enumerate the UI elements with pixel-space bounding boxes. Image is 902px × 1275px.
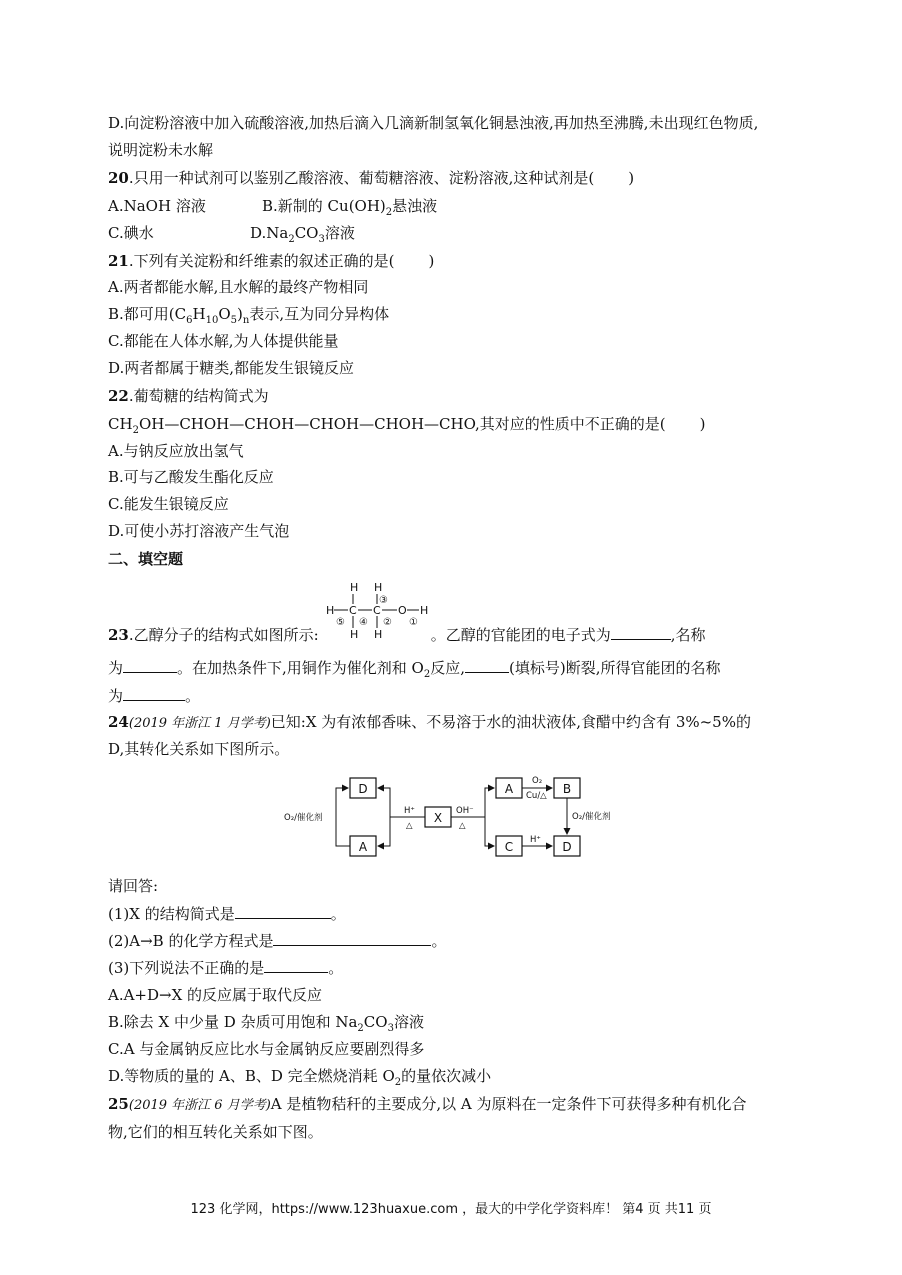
cond-delta-right: △	[459, 821, 466, 831]
struct-h-top2: H	[374, 581, 383, 594]
q22-number: 22	[108, 387, 129, 405]
q24-option-b: B.除去 X 中少量 D 杂质可用饱和 $Na_2CO_3$溶液	[108, 1013, 424, 1034]
q20-option-a: A.NaOH 溶液	[108, 197, 206, 215]
q24-part1: (1)X 的结构简式是 。	[108, 905, 346, 923]
q21-option-c: C.都能在人体水解,为人体提供能量	[108, 332, 339, 350]
label-4: ④	[359, 617, 368, 628]
cond-cu-delta: Cu/△	[526, 791, 547, 801]
struct-c1: C	[349, 604, 357, 617]
label-b: B	[562, 782, 572, 796]
q22-option-d: D.可使小苏打溶液产生气泡	[108, 522, 290, 540]
q21-option-b: B.都可用$(C_6H_{10}O_5)_n$表示,互为同分异构体	[108, 305, 390, 326]
cond-o2: O₂	[532, 776, 543, 786]
q20-option-b: B.新制的 $Cu(OH)_2$悬浊液	[262, 197, 438, 218]
q24-part3: (3)下列说法不正确的是 。	[108, 959, 344, 977]
q20-options-cd	[108, 223, 355, 250]
q21-stem	[108, 251, 434, 271]
q24-option-d: D.等物质的量的 A、B、D 完全燃烧消耗 $O_2$的量依次减小	[108, 1067, 492, 1088]
q23-line2: 为 。在加热条件下,用铜作为催化剂和 $O_2$反应, (填标号)断裂,所得官能团的名称	[108, 659, 721, 680]
label-2: ②	[383, 617, 392, 628]
q24-stem-line2: D,其转化关系如下图所示。	[108, 740, 290, 758]
q24-conversion-diagram	[280, 768, 630, 864]
q24-option-c: C.A 与金属钠反应比水与金属钠反应要剧烈得多	[108, 1040, 425, 1058]
q23-blank-1[interactable]	[611, 624, 671, 640]
q25-number: 25	[108, 1095, 129, 1113]
label-x: X	[433, 811, 443, 825]
q20-options-ab	[108, 196, 437, 223]
struct-h-bot1: H	[350, 628, 359, 641]
q20-option-d: $D.Na_2CO_3$溶液	[250, 224, 355, 245]
q21-stem-text: .下列有关淀粉和纤维素的叙述正确的是(	[128, 252, 395, 270]
cond-h-plus-right: H⁺	[530, 835, 541, 845]
q23-blank-2[interactable]	[123, 657, 177, 673]
q21-number: 21	[108, 252, 129, 270]
q22-formula: $CH_2OH—CHOH—CHOH—CHOH—CHOH—CHO$,其对应的性质中不正确的是( )	[108, 415, 706, 436]
label-5: ⑤	[336, 617, 345, 628]
q20-option-c: C.碘水	[108, 224, 154, 242]
struct-o: O	[398, 604, 407, 617]
q20-stem	[108, 168, 634, 188]
label-a-right: A	[504, 782, 514, 796]
q20-paren-close: )	[628, 169, 635, 187]
q24-blank-1[interactable]	[235, 903, 331, 919]
label-a-left: A	[358, 840, 368, 854]
cond-h-plus: H⁺	[404, 806, 415, 816]
q25-stem-line2: 物,它们的相互转化关系如下图。	[108, 1123, 323, 1141]
struct-h-bot2: H	[374, 628, 383, 641]
cond-o2-cat-left: O₂/催化剂	[284, 813, 323, 823]
cond-delta-left: △	[406, 821, 413, 831]
cond-oh-minus: OH⁻	[456, 806, 474, 816]
label-d-left: D	[358, 782, 368, 796]
struct-h-left: H	[326, 604, 335, 617]
struct-c2: C	[373, 604, 381, 617]
q24-option-a: A.A+D→X 的反应属于取代反应	[108, 986, 323, 1004]
q24-source: (2019 年浙江 1 月学考)	[128, 716, 271, 731]
q24-blank-2[interactable]	[273, 930, 431, 946]
q22-stem	[108, 386, 269, 406]
q22-stem-text: .葡萄糖的结构简式为	[128, 387, 269, 405]
q19-option-d-line1: D.向淀粉溶液中加入硫酸溶液,加热后滴入几滴新制氢氧化铜悬浊液,再加热至沸腾,未出现红色物质,	[108, 114, 759, 132]
q22-option-b: B.可与乙酸发生酯化反应	[108, 468, 274, 486]
q23-number: 23	[108, 626, 129, 644]
q23-line3: 为 。	[108, 687, 201, 705]
page-footer: 123 化学网，https://www.123huaxue.com ，最大的中学化学资料库！ 第4 页 共11 页	[190, 1202, 712, 1217]
q24-number: 24	[108, 713, 129, 731]
q24-stem-line1: 24(2019 年浙江 1 月学考)已知:X 为有浓郁香味、不易溶于水的油状液体,食醋中约含有 3%~5%的	[108, 713, 751, 731]
q23-blank-4[interactable]	[123, 685, 185, 701]
q23-stem: 23.乙醇分子的结构式如图所示: 。乙醇的官能团的电子式为 ,名称	[108, 626, 706, 644]
q20-number: 20	[108, 169, 129, 187]
q21-option-d: D.两者都属于糖类,都能发生银镜反应	[108, 359, 355, 377]
q24-part2: (2)A→B 的化学方程式是 。	[108, 932, 447, 950]
q21-option-a: A.两者都能水解,且水解的最终产物相同	[108, 278, 369, 296]
section-heading: 二、填空题	[108, 550, 184, 568]
q23-blank-3[interactable]	[465, 657, 509, 673]
q25-stem-line1: 25(2019 年浙江 6 月学考)A 是植物秸秆的主要成分,以 A 为原料在一定条件下可获得多种有机化合	[108, 1095, 747, 1113]
q25-source: (2019 年浙江 6 月学考)	[128, 1098, 271, 1113]
cond-o2-cat-right: O₂/催化剂	[572, 812, 611, 822]
label-c: C	[504, 840, 514, 854]
label-1: ①	[409, 617, 418, 628]
label-3: ③	[379, 595, 388, 606]
q22-option-a: A.与钠反应放出氢气	[108, 442, 244, 460]
q24-blank-3[interactable]	[264, 957, 328, 973]
struct-h-right: H	[420, 604, 429, 617]
struct-h-top1: H	[350, 581, 359, 594]
q21-paren-close: )	[428, 252, 435, 270]
q19-option-d-line2: 说明淀粉未水解	[108, 141, 214, 159]
q23-stem-text: .乙醇分子的结构式如图所示:	[128, 626, 319, 644]
label-d-right: D	[562, 840, 572, 854]
q24-answer-prompt: 请回答:	[108, 877, 159, 895]
q22-option-c: C.能发生银镜反应	[108, 495, 229, 513]
q20-stem-text: .只用一种试剂可以鉴别乙酸溶液、葡萄糖溶液、淀粉溶液,这种试剂是(	[128, 169, 595, 187]
